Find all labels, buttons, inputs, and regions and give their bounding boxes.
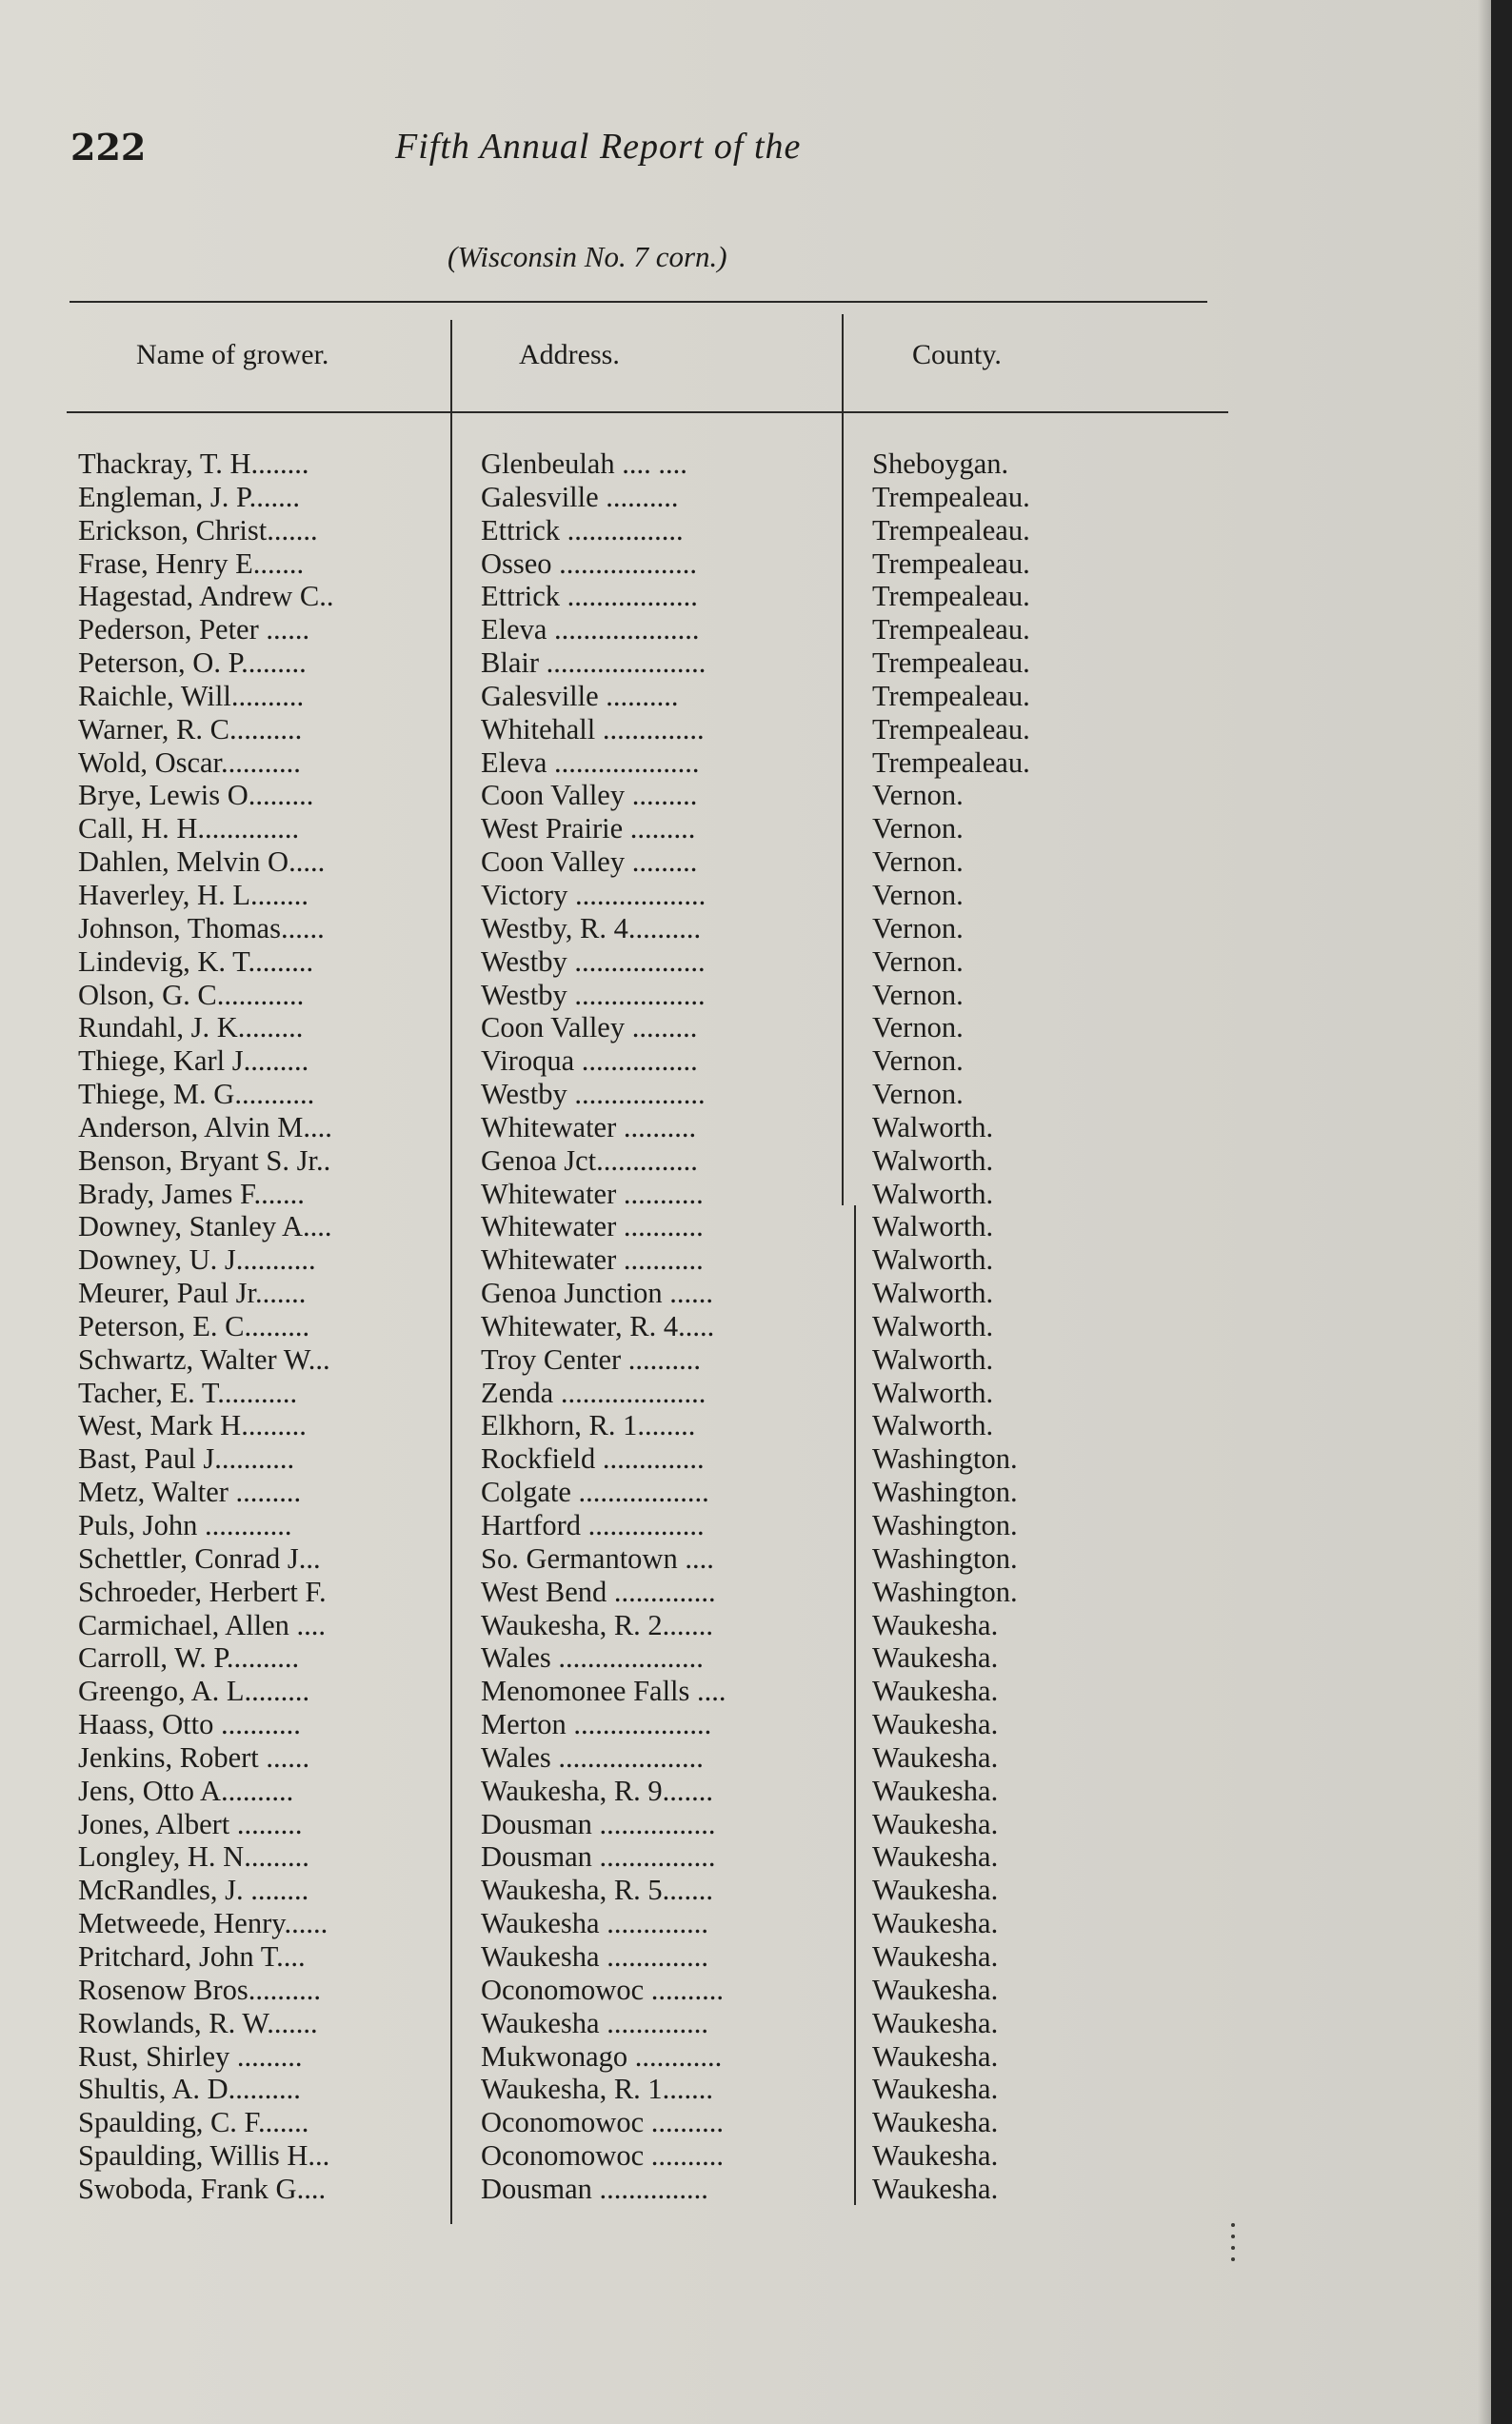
grower-county: Trempealeau. xyxy=(872,580,1030,613)
grower-name: Brye, Lewis O......... xyxy=(78,779,314,812)
grower-name: Downey, U. J........... xyxy=(78,1243,316,1277)
grower-address: Whitewater, R. 4..... xyxy=(481,1309,715,1342)
grower-name: Schettler, Conrad J... xyxy=(78,1541,321,1575)
table-row xyxy=(0,2139,1512,2173)
grower-county: Vernon. xyxy=(872,812,964,845)
column-header-name: Name of grower. xyxy=(136,339,329,370)
grower-county: Trempealeau. xyxy=(872,480,1030,513)
grower-name: Frase, Henry E....... xyxy=(78,546,305,580)
table-row xyxy=(0,1974,1512,2007)
grower-address: Westby .................. xyxy=(481,944,706,978)
table-row xyxy=(0,1874,1512,1907)
table-row xyxy=(0,1476,1512,1509)
grower-name: Metweede, Henry...... xyxy=(78,1907,328,1940)
table-row xyxy=(0,1377,1512,1410)
grower-county: Walworth. xyxy=(872,1277,994,1310)
table-row xyxy=(0,1509,1512,1542)
grower-county: Walworth. xyxy=(872,1376,994,1409)
margin-mark xyxy=(1231,2223,1237,2280)
grower-address: Galesville .......... xyxy=(481,679,679,712)
table-row xyxy=(0,1310,1512,1343)
grower-county: Waukesha. xyxy=(872,1641,999,1675)
grower-county: Vernon. xyxy=(872,1078,964,1111)
grower-county: Waukesha. xyxy=(872,1939,999,1973)
table-row xyxy=(0,746,1512,780)
grower-address: Waukesha, R. 5....... xyxy=(481,1874,714,1907)
table-row xyxy=(0,1343,1512,1377)
grower-county: Waukesha. xyxy=(872,2039,999,2073)
grower-address: Dousman ............... xyxy=(481,2172,708,2205)
column-header-county: County. xyxy=(912,339,1002,370)
grower-address: Ettrick .................. xyxy=(481,580,698,613)
table-row xyxy=(0,1940,1512,1974)
grower-name: Benson, Bryant S. Jr.. xyxy=(78,1143,331,1177)
grower-county: Waukesha. xyxy=(872,1740,999,1774)
grower-name: Jones, Albert ......... xyxy=(78,1807,303,1840)
grower-name: Erickson, Christ....... xyxy=(78,513,318,546)
grower-name: Rust, Shirley ......... xyxy=(78,2039,303,2073)
table-row xyxy=(0,945,1512,979)
grower-address: Waukesha, R. 1....... xyxy=(481,2073,714,2106)
grower-address: Eleva .................... xyxy=(481,613,700,646)
table-row xyxy=(0,2040,1512,2074)
grower-county: Waukesha. xyxy=(872,1973,999,2006)
grower-name: Rosenow Bros.......... xyxy=(78,1973,322,2006)
grower-address: Hartford ................ xyxy=(481,1509,705,1541)
grower-name: Longley, H. N......... xyxy=(78,1840,309,1874)
grower-name: Thiege, Karl J......... xyxy=(78,1044,309,1078)
grower-county: Waukesha. xyxy=(872,1807,999,1840)
grower-county: Trempealeau. xyxy=(872,745,1030,779)
grower-address: Waukesha .............. xyxy=(481,2006,708,2039)
grower-address: Coon Valley ......... xyxy=(481,779,698,812)
grower-name: Pritchard, John T.... xyxy=(78,1939,306,1973)
grower-address: Ettrick ................ xyxy=(481,513,684,546)
grower-address: Genoa Jct.............. xyxy=(481,1143,698,1177)
table-row xyxy=(0,1044,1512,1078)
table-row xyxy=(0,1542,1512,1576)
grower-name: Metz, Walter ......... xyxy=(78,1476,302,1509)
grower-address: Waukesha, R. 2....... xyxy=(481,1608,714,1641)
table-row xyxy=(0,613,1512,646)
grower-address: Viroqua ................ xyxy=(481,1044,698,1078)
grower-address: Oconomowoc .......... xyxy=(481,2106,724,2139)
grower-name: Puls, John ............ xyxy=(78,1509,292,1541)
table-row xyxy=(0,547,1512,581)
grower-county: Waukesha. xyxy=(872,2073,999,2106)
grower-address: Westby .................. xyxy=(481,978,706,1011)
grower-name: Jenkins, Robert ...... xyxy=(78,1740,310,1774)
grower-address: Whitewater ........... xyxy=(481,1177,704,1210)
grower-county: Waukesha. xyxy=(872,1840,999,1874)
table-row xyxy=(0,1442,1512,1476)
grower-county: Washington. xyxy=(872,1575,1018,1608)
table-row xyxy=(0,713,1512,746)
table-row xyxy=(0,1078,1512,1111)
grower-county: Vernon. xyxy=(872,1044,964,1078)
grower-county: Walworth. xyxy=(872,1409,994,1442)
grower-name: Engleman, J. P....... xyxy=(78,480,300,513)
grower-name: Pederson, Peter ...... xyxy=(78,613,310,646)
grower-name: Brady, James F....... xyxy=(78,1177,305,1210)
grower-county: Waukesha. xyxy=(872,1675,999,1708)
table-row xyxy=(0,879,1512,912)
grower-name: Schroeder, Herbert F. xyxy=(78,1575,327,1608)
grower-county: Trempealeau. xyxy=(872,613,1030,646)
grower-address: Mukwonago ............ xyxy=(481,2039,723,2073)
grower-address: Dousman ................ xyxy=(481,1840,716,1874)
grower-county: Walworth. xyxy=(872,1110,994,1143)
grower-county: Waukesha. xyxy=(872,1608,999,1641)
table-row xyxy=(0,646,1512,680)
table-row xyxy=(0,1409,1512,1442)
table-row xyxy=(0,2106,1512,2139)
grower-address: West Bend .............. xyxy=(481,1575,716,1608)
grower-county: Trempealeau. xyxy=(872,546,1030,580)
grower-county: Waukesha. xyxy=(872,2139,999,2173)
table-row xyxy=(0,1609,1512,1642)
grower-county: Vernon. xyxy=(872,911,964,944)
grower-name: Rundahl, J. K......... xyxy=(78,1011,304,1044)
grower-address: Rockfield .............. xyxy=(481,1442,705,1476)
table-row xyxy=(0,812,1512,845)
grower-address: So. Germantown .... xyxy=(481,1541,714,1575)
column-header-address: Address. xyxy=(519,339,620,370)
grower-county: Vernon. xyxy=(872,944,964,978)
grower-county: Waukesha. xyxy=(872,1874,999,1907)
grower-name: Spaulding, C. F....... xyxy=(78,2106,309,2139)
table-row xyxy=(0,845,1512,879)
table-row xyxy=(0,1708,1512,1741)
running-title: Fifth Annual Report of the xyxy=(395,127,802,167)
grower-name: Spaulding, Willis H... xyxy=(78,2139,330,2173)
grower-name: Shultis, A. D.......... xyxy=(78,2073,301,2106)
table-row xyxy=(0,1808,1512,1841)
table-header-rule xyxy=(67,411,1228,413)
table-row xyxy=(0,1741,1512,1775)
grower-county: Vernon. xyxy=(872,878,964,911)
grower-name: Thackray, T. H........ xyxy=(78,447,309,480)
grower-name: Wold, Oscar........... xyxy=(78,745,301,779)
grower-address: Westby, R. 4.......... xyxy=(481,911,702,944)
table-row xyxy=(0,680,1512,713)
grower-name: Jens, Otto A.......... xyxy=(78,1774,294,1807)
table-top-rule xyxy=(70,301,1207,303)
table-row xyxy=(0,1243,1512,1277)
table-row xyxy=(0,1111,1512,1144)
table-row xyxy=(0,514,1512,547)
grower-county: Walworth. xyxy=(872,1342,994,1376)
grower-address: Glenbeulah .... .... xyxy=(481,447,687,480)
page-header xyxy=(0,126,1512,183)
table-subtitle: (Wisconsin No. 7 corn.) xyxy=(448,240,727,273)
grower-county: Walworth. xyxy=(872,1309,994,1342)
grower-name: Swoboda, Frank G.... xyxy=(78,2172,327,2205)
grower-county: Walworth. xyxy=(872,1210,994,1243)
grower-name: Peterson, O. P......... xyxy=(78,646,307,680)
grower-address: Oconomowoc .......... xyxy=(481,2139,724,2173)
grower-county: Trempealeau. xyxy=(872,679,1030,712)
grower-county: Waukesha. xyxy=(872,1907,999,1940)
grower-county: Washington. xyxy=(872,1509,1018,1541)
grower-address: Coon Valley ......... xyxy=(481,845,698,879)
grower-address: Wales .................... xyxy=(481,1740,704,1774)
table-row xyxy=(0,447,1512,481)
grower-name: Raichle, Will.......... xyxy=(78,679,305,712)
grower-address: Genoa Junction ...... xyxy=(481,1277,713,1310)
table-row xyxy=(0,1840,1512,1874)
table-row xyxy=(0,2007,1512,2040)
grower-address: Whitehall .............. xyxy=(481,712,705,745)
table-row xyxy=(0,1011,1512,1044)
grower-name: Call, H. H.............. xyxy=(78,812,300,845)
table-row xyxy=(0,1144,1512,1178)
table-row xyxy=(0,779,1512,812)
grower-address: Eleva .................... xyxy=(481,745,700,779)
grower-county: Sheboygan. xyxy=(872,447,1009,480)
grower-address: Whitewater ........... xyxy=(481,1210,704,1243)
grower-name: Greengo, A. L......... xyxy=(78,1675,310,1708)
grower-address: Menomonee Falls .... xyxy=(481,1675,726,1708)
grower-address: Waukesha, R. 9....... xyxy=(481,1774,714,1807)
grower-address: Waukesha .............. xyxy=(481,1907,708,1940)
grower-county: Vernon. xyxy=(872,978,964,1011)
grower-address: Zenda .................... xyxy=(481,1376,706,1409)
table-row xyxy=(0,1576,1512,1609)
grower-address: Blair ...................... xyxy=(481,646,706,680)
table-row xyxy=(0,1675,1512,1708)
grower-county: Vernon. xyxy=(872,779,964,812)
table-row xyxy=(0,481,1512,514)
grower-name: Downey, Stanley A.... xyxy=(78,1210,332,1243)
table-row xyxy=(0,1277,1512,1310)
grower-address: West Prairie ......... xyxy=(481,812,696,845)
grower-name: Haass, Otto ........... xyxy=(78,1708,301,1741)
table-row xyxy=(0,1907,1512,1940)
grower-address: Whitewater .......... xyxy=(481,1110,697,1143)
grower-address: Troy Center .......... xyxy=(481,1342,702,1376)
grower-name: Dahlen, Melvin O..... xyxy=(78,845,326,879)
grower-name: McRandles, J. ........ xyxy=(78,1874,309,1907)
table-row xyxy=(0,1641,1512,1675)
grower-address: Wales .................... xyxy=(481,1641,704,1675)
grower-name: Schwartz, Walter W... xyxy=(78,1342,330,1376)
grower-name: West, Mark H......... xyxy=(78,1409,307,1442)
grower-name: Thiege, M. G........... xyxy=(78,1078,315,1111)
grower-address: Galesville .......... xyxy=(481,480,679,513)
grower-address: Osseo ................... xyxy=(481,546,698,580)
grower-county: Walworth. xyxy=(872,1143,994,1177)
table-row xyxy=(0,1178,1512,1211)
grower-county: Washington. xyxy=(872,1541,1018,1575)
table-row xyxy=(0,912,1512,945)
grower-address: Victory .................. xyxy=(481,878,706,911)
grower-name: Carroll, W. P.......... xyxy=(78,1641,300,1675)
table-row xyxy=(0,2173,1512,2206)
grower-county: Washington. xyxy=(872,1476,1018,1509)
table-row xyxy=(0,979,1512,1012)
grower-name: Peterson, E. C......... xyxy=(78,1309,310,1342)
grower-name: Warner, R. C.......... xyxy=(78,712,303,745)
grower-county: Trempealeau. xyxy=(872,513,1030,546)
grower-address: Whitewater ........... xyxy=(481,1243,704,1277)
grower-county: Walworth. xyxy=(872,1177,994,1210)
grower-name: Hagestad, Andrew C.. xyxy=(78,580,334,613)
grower-county: Washington. xyxy=(872,1442,1018,1476)
grower-county: Waukesha. xyxy=(872,1708,999,1741)
grower-county: Waukesha. xyxy=(872,2106,999,2139)
grower-name: Meurer, Paul Jr....... xyxy=(78,1277,307,1310)
grower-county: Walworth. xyxy=(872,1243,994,1277)
table-row xyxy=(0,2073,1512,2106)
grower-name: Bast, Paul J........... xyxy=(78,1442,295,1476)
grower-address: Oconomowoc .......... xyxy=(481,1973,724,2006)
grower-address: Westby .................. xyxy=(481,1078,706,1111)
table-row xyxy=(0,580,1512,613)
grower-county: Trempealeau. xyxy=(872,646,1030,680)
grower-address: Colgate .................. xyxy=(481,1476,709,1509)
grower-name: Olson, G. C............ xyxy=(78,978,305,1011)
grower-address: Waukesha .............. xyxy=(481,1939,708,1973)
grower-name: Haverley, H. L........ xyxy=(78,878,308,911)
grower-address: Coon Valley ......... xyxy=(481,1011,698,1044)
grower-name: Johnson, Thomas...... xyxy=(78,911,325,944)
table-row xyxy=(0,1775,1512,1808)
grower-address: Elkhorn, R. 1........ xyxy=(481,1409,696,1442)
grower-county: Trempealeau. xyxy=(872,712,1030,745)
grower-name: Anderson, Alvin M.... xyxy=(78,1110,332,1143)
page-number: 222 xyxy=(70,126,147,169)
grower-county: Vernon. xyxy=(872,845,964,879)
grower-address: Merton ................... xyxy=(481,1708,712,1741)
grower-name: Lindevig, K. T......... xyxy=(78,944,314,978)
grower-name: Rowlands, R. W....... xyxy=(78,2006,318,2039)
table-row xyxy=(0,1210,1512,1243)
grower-address: Dousman ................ xyxy=(481,1807,716,1840)
grower-name: Tacher, E. T........... xyxy=(78,1376,298,1409)
grower-county: Vernon. xyxy=(872,1011,964,1044)
grower-name: Carmichael, Allen .... xyxy=(78,1608,327,1641)
grower-county: Waukesha. xyxy=(872,2172,999,2205)
grower-county: Waukesha. xyxy=(872,1774,999,1807)
grower-table-body xyxy=(0,447,1512,2206)
grower-county: Waukesha. xyxy=(872,2006,999,2039)
